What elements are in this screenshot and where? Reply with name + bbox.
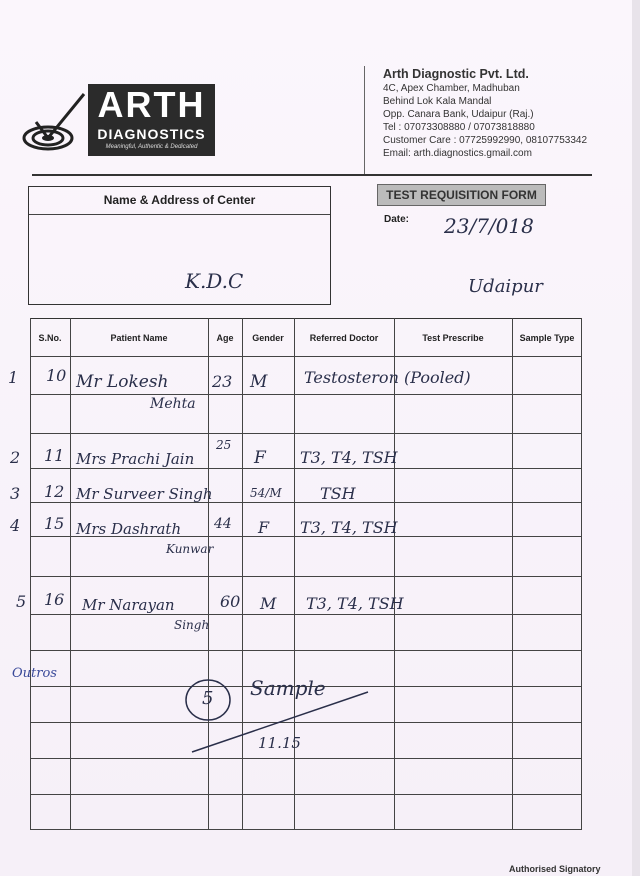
company-address (383, 66, 587, 160)
tick-mark: 4 (10, 516, 21, 535)
time-note: 11.15 (258, 734, 301, 752)
row-sno: 10 (46, 366, 67, 385)
header-patient-name: Patient Name (70, 318, 208, 357)
form-title: TEST REQUISITION FORM (377, 184, 546, 206)
address-line: Behind Lok Kala Mandal (383, 96, 492, 107)
phone-line: Tel : 07073308880 / 07073818880 (383, 122, 535, 133)
logo-arth-text: ARTH (97, 84, 206, 125)
tick-mark: 3 (10, 484, 21, 503)
header-age: Age (208, 318, 242, 357)
center-box (28, 186, 331, 305)
row-age: 44 (214, 516, 232, 532)
header-sample-type: Sample Type (512, 318, 582, 357)
row-gender: F (258, 518, 270, 537)
row-age: 60 (220, 592, 241, 611)
row-age: 23 (212, 372, 233, 391)
customer-care-line: Customer Care : 07725992990, 08107753342 (383, 135, 588, 146)
row-patient-name: Mr Narayan (82, 596, 175, 614)
center-value: K.D.C (185, 269, 244, 293)
row-sno: 12 (44, 482, 65, 501)
row-line (30, 433, 582, 434)
logo-box (88, 84, 215, 156)
row-gender: F (254, 448, 266, 468)
logo-diagnostics-text: DIAGNOSTICS (97, 126, 206, 142)
logo-tagline: Meaningful, Authentic & Dedicated (105, 144, 198, 150)
header-gender: Gender (242, 318, 294, 357)
row-age: 54/M (250, 486, 282, 500)
company-name: Arth Diagnostic Pvt. Ltd. (383, 67, 529, 81)
row-sno: 15 (44, 514, 65, 533)
row-patient-name-2: Mehta (150, 396, 196, 412)
side-note: Outros (12, 666, 57, 681)
date-label: Date: (384, 214, 410, 225)
row-patient-name: Mr Lokesh (76, 372, 169, 392)
header-referred-doctor: Referred Doctor (294, 318, 394, 357)
row-line (30, 356, 582, 357)
sample-note: Sample (250, 676, 326, 700)
row-age: 25 (216, 438, 232, 452)
email-line: Email: arth.diagnostics.gmail.com (383, 148, 532, 159)
date-value: 23/7/018 (444, 214, 534, 238)
row-tests: T3, T4, TSH (300, 518, 398, 537)
row-line (30, 794, 582, 795)
row-line (30, 394, 582, 395)
row-line (30, 614, 582, 615)
row-line (30, 650, 582, 651)
row-patient-name: Mrs Prachi Jain (76, 450, 195, 468)
row-sno: 11 (44, 446, 65, 465)
row-sno: 16 (44, 590, 65, 609)
row-tests: T3, T4, TSH (300, 448, 398, 467)
row-line (30, 576, 582, 577)
tick-mark: 2 (10, 448, 21, 467)
row-line (30, 468, 582, 469)
circled-number: 5 (202, 688, 214, 709)
header-rule (32, 174, 592, 176)
row-patient-name-2: Kunwar (166, 542, 214, 556)
row-patient-name-2: Singh (174, 618, 210, 632)
row-gender: M (250, 372, 268, 392)
address-line: 4C, Apex Chamber, Madhuban (383, 83, 520, 94)
header-sno: S.No. (30, 318, 70, 357)
header-divider (364, 66, 365, 174)
row-tests: TSH (320, 484, 356, 503)
tick-mark: 5 (16, 592, 27, 611)
city-value: Udaipur (468, 276, 543, 297)
authorised-signatory: Authorised Signatory (509, 864, 601, 874)
page-edge (632, 0, 640, 876)
row-line (30, 829, 582, 830)
tick-mark: 1 (8, 368, 19, 387)
row-gender: M (260, 594, 277, 613)
header-test-prescribe: Test Prescribe (394, 318, 512, 357)
arth-logo (22, 82, 217, 162)
address-line: Opp. Canara Bank, Udaipur (Raj.) (383, 109, 534, 120)
row-tests: T3, T4, TSH (306, 594, 404, 613)
row-tests: Testosteron (Pooled) (304, 368, 471, 387)
center-title: Name & Address of Center (29, 187, 330, 215)
row-patient-name: Mr Surveer Singh (76, 485, 213, 503)
target-check-icon (22, 92, 90, 152)
row-line (30, 758, 582, 759)
row-patient-name: Mrs Dashrath (76, 520, 182, 538)
